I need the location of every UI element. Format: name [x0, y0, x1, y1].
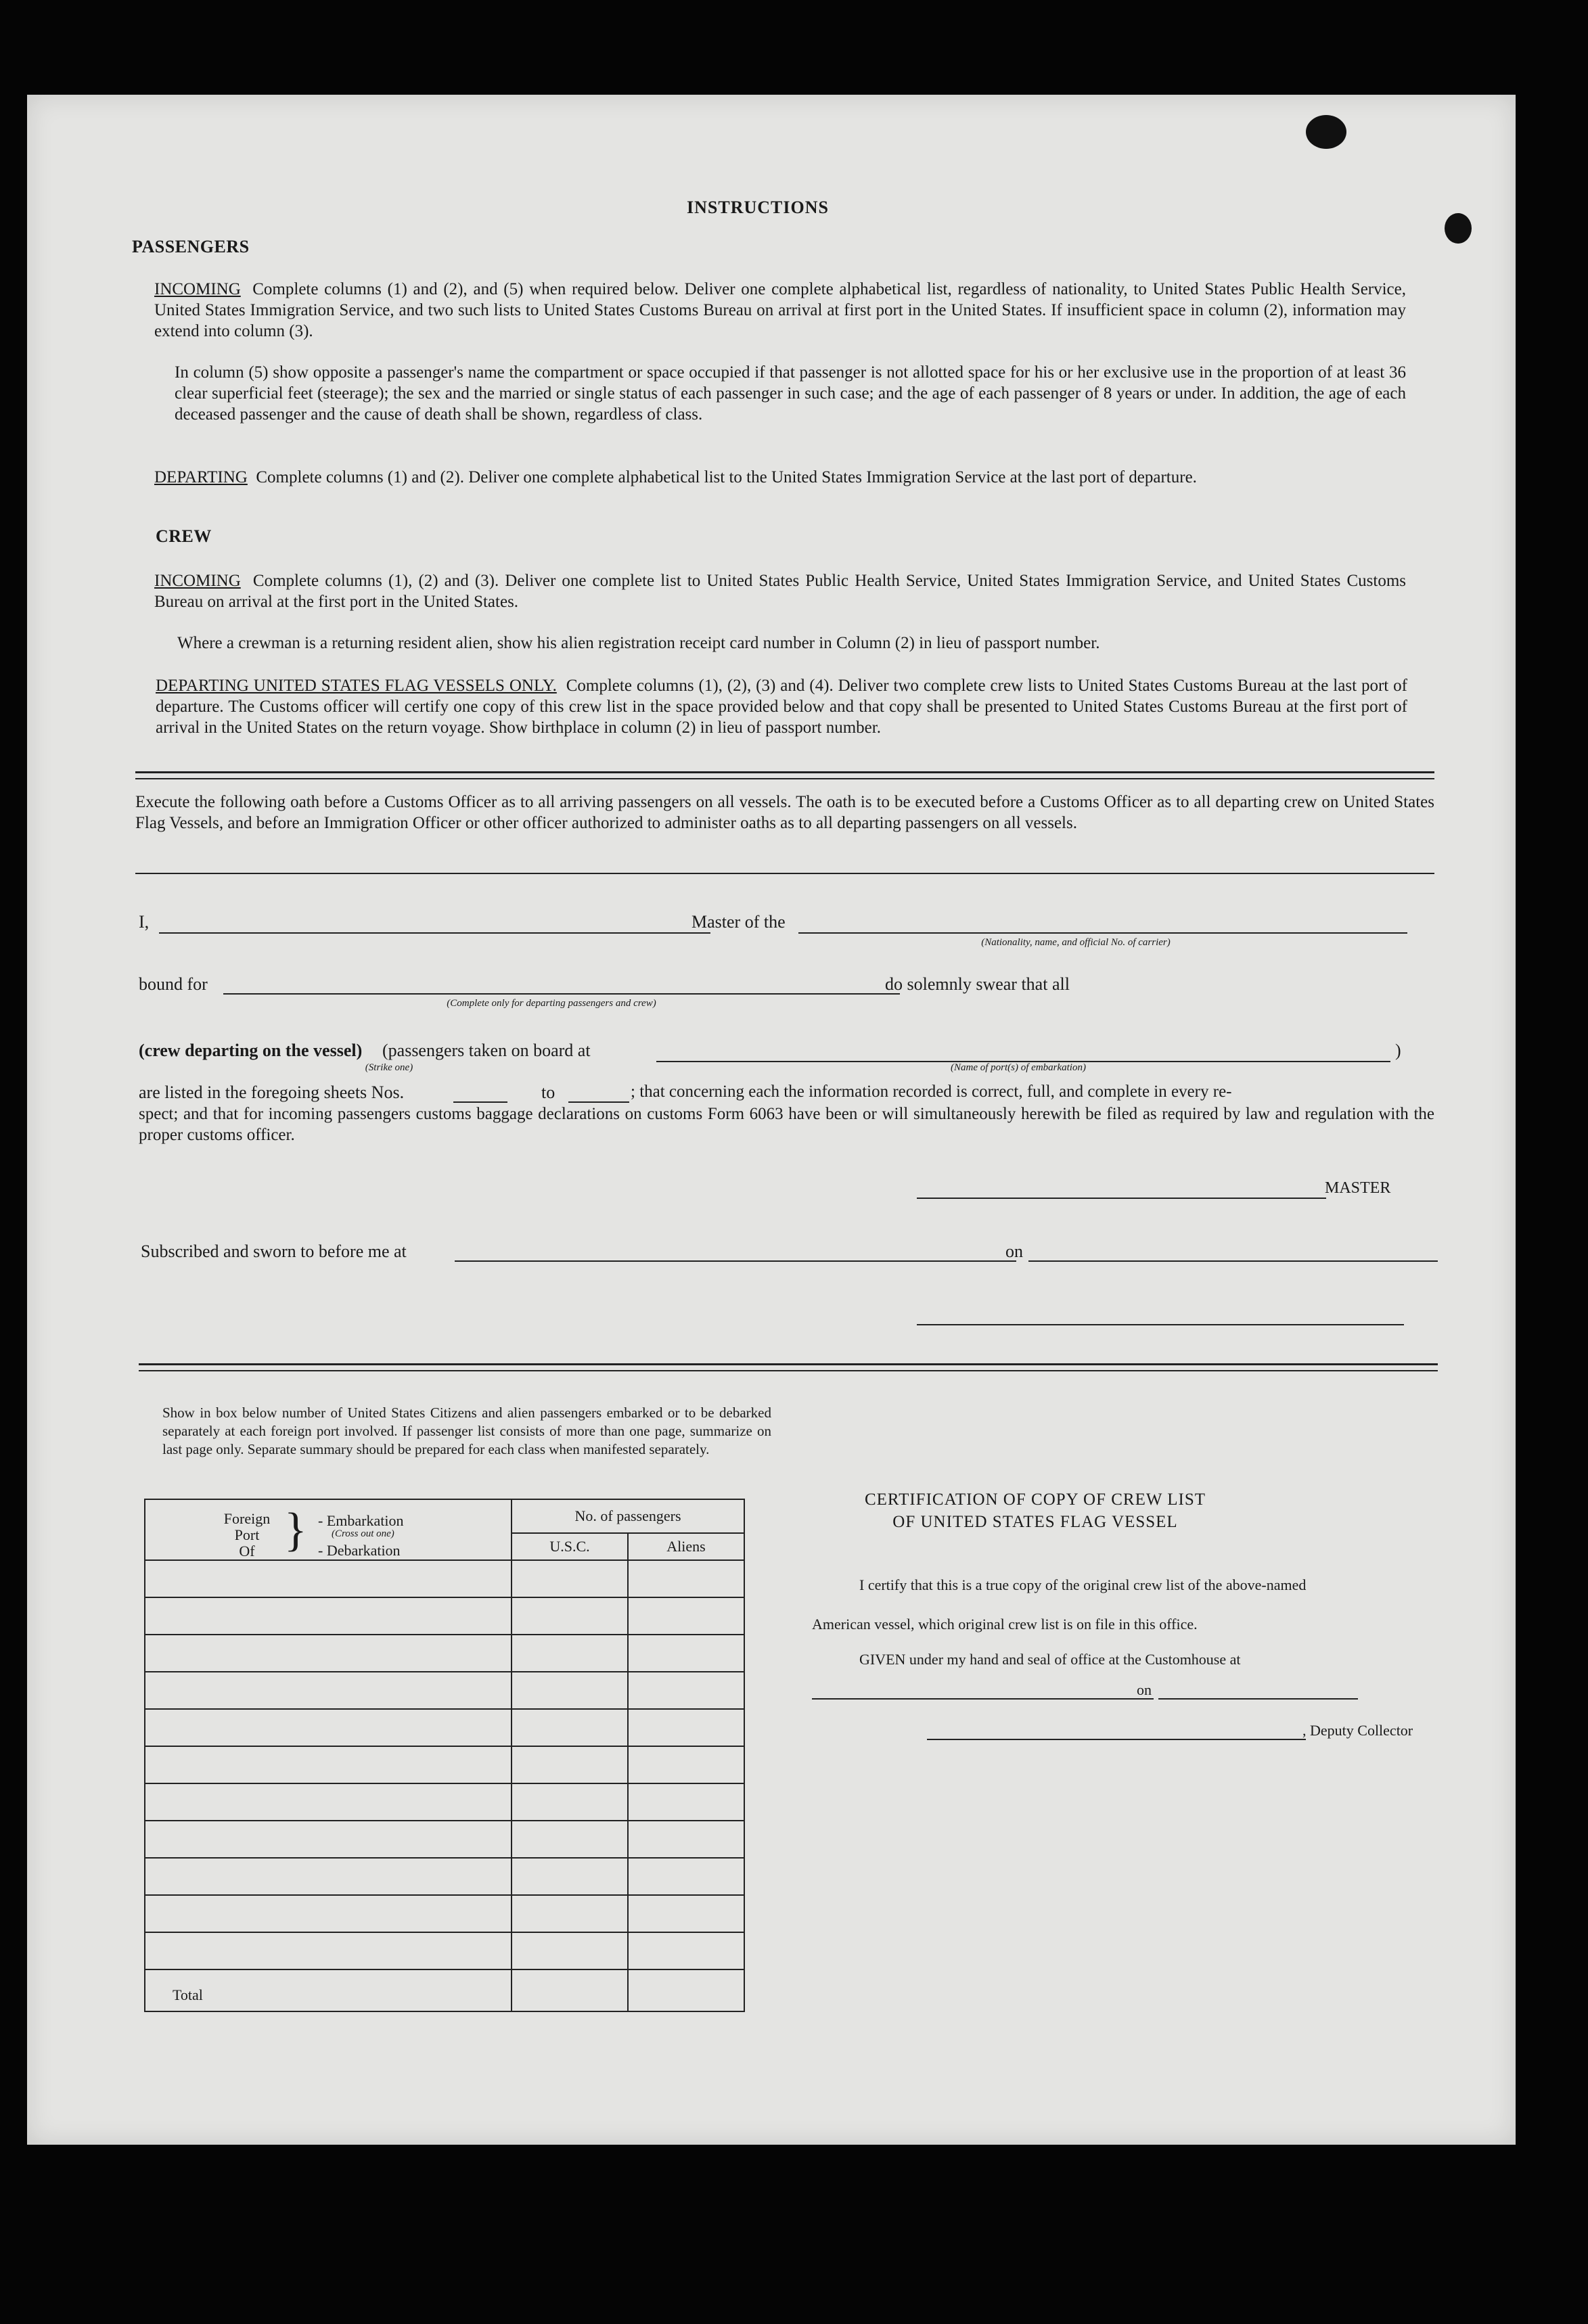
table-row [145, 1635, 744, 1672]
usc-header: U.S.C. [512, 1533, 628, 1560]
crew-incoming-text: Complete columns (1), (2) and (3). Deliver one complete list to United States Public Health Service, United States Immigration Service, and United States Customs Bureau on arrival at the first port in the United States. [154, 572, 1406, 611]
summary-instructions: Show in box below number of United States Citizens and alien passengers embarked or to be debarked separately at each foreign port involved. If passenger list consists of more than one page, summarize on last page only. Separate summary should be prepared for each class when manifested separately. [162, 1405, 771, 1457]
table-row [145, 1560, 744, 1597]
passengers-incoming-paragraph [154, 279, 1406, 342]
passengers-incoming-text: Complete columns (1) and (2), and (5) when required below. Deliver one complete alphabetical list, regardless of nationality, to United States Public Health Service, United States Immigration Service, and two such lists to United States Customs Bureau on arrival at first port in the United States. If insufficient space in column (2), information may extend into column (3). [154, 280, 1407, 340]
port-label: Port [234, 1526, 260, 1543]
ports-caption: (Name of port(s) of embarkation) [951, 1062, 1086, 1073]
passengers-departing-paragraph [154, 467, 1406, 488]
table-row [145, 1783, 744, 1821]
carrier-field[interactable] [798, 932, 1407, 934]
certification-text-2: American vessel, which original crew list is on file in this office. [812, 1616, 1198, 1633]
listed-label: are listed in the foregoing sheets Nos. [139, 1083, 405, 1102]
bound-for-field[interactable] [223, 993, 900, 995]
carrier-caption: (Nationality, name, and official No. of carrier) [981, 937, 1171, 948]
crew-departing-label: DEPARTING UNITED STATES FLAG VESSELS ONLY. [156, 677, 557, 695]
certification-on-label: on [1137, 1681, 1152, 1698]
oath-intro: Execute the following oath before a Customs Officer as to all arriving passengers on all vessels. The oath is to be executed before a Customs Officer as to all departing crew on United States Flag Vessels, and before an Immigration Officer or other officer authorized to administer oaths as to all departing passengers on all vessels. [135, 793, 1434, 832]
crew-departing-label: (crew departing on the vessel) [139, 1041, 363, 1060]
master-signature-field[interactable] [917, 1198, 1326, 1199]
no-of-passengers-header: No. of passengers [512, 1499, 744, 1533]
oath-i-label: I, [139, 912, 150, 932]
port-header-cell [145, 1499, 512, 1560]
aliens-header: Aliens [628, 1533, 744, 1560]
passengers-heading: PASSENGERS [132, 237, 250, 256]
sheet-from-field[interactable] [453, 1101, 507, 1103]
total-label: Total [145, 1969, 512, 2011]
sheet-to-field[interactable] [568, 1101, 629, 1103]
official-signature-field[interactable] [917, 1324, 1404, 1325]
of-label: Of [239, 1543, 255, 1559]
master-of-the-label: Master of the [691, 912, 786, 932]
certification-given: GIVEN under my hand and seal of office at the Customhouse at [859, 1651, 1241, 1668]
passengers-taken-label: (passengers taken on board at [382, 1041, 591, 1060]
ink-blot [1445, 213, 1472, 244]
embarkation-label: - Embarkation [318, 1512, 404, 1529]
divider [139, 1363, 1438, 1365]
crew-departing-text: Complete columns (1), (2), (3) and (4). Deliver two complete crew lists to United States Customs Bureau at the last port of departure. The Customs officer will certify one copy of this crew list in the space provided below and that copy shall be presented to United States Customs Bureau at the first port of arrival in the United States on the return voyage. Show birthplace in column (2) in lieu of passport number. [156, 677, 1407, 737]
crew-incoming-label: INCOMING [154, 572, 241, 590]
subscribed-label: Subscribed and sworn to before me at [141, 1241, 407, 1261]
crew-departing-paragraph [156, 675, 1407, 738]
strike-caption: (Strike one) [365, 1062, 413, 1073]
cross-out-caption: (Cross out one) [332, 1528, 394, 1539]
debarkation-label: - Debarkation [318, 1542, 401, 1559]
deputy-collector-label: , Deputy Collector [1302, 1722, 1413, 1739]
certification-title-2: OF UNITED STATES FLAG VESSEL [892, 1513, 1178, 1531]
table-row [145, 1858, 744, 1895]
to-label: to [541, 1083, 555, 1102]
master-name-field[interactable] [159, 932, 710, 934]
form-sheet [27, 95, 1516, 2145]
ink-blot [1306, 115, 1346, 149]
crew-heading: CREW [156, 526, 212, 546]
listed-text-2: ; that concerning each the information recorded is correct, full, and complete in every re- [631, 1083, 1232, 1101]
listed-text-3: spect; and that for incoming passengers customs baggage declarations on customs Form 6063 have been or will simultaneously herewith be filed as required by law and regulation with the proper customs officer. [139, 1105, 1434, 1144]
sworn-date-field[interactable] [1028, 1260, 1438, 1262]
table-row [145, 1895, 744, 1932]
certification-title [819, 1488, 1252, 1533]
passengers-incoming-label: INCOMING [154, 280, 241, 298]
divider [135, 873, 1434, 874]
table-row [145, 1597, 744, 1635]
passengers-departing-text: Complete columns (1) and (2). Deliver one complete alphabetical list to the United States Immigration Service at the last port of departure. [256, 468, 1197, 486]
table-row [145, 1821, 744, 1858]
swear-label: do solemnly swear that all [885, 974, 1070, 994]
crewman-paragraph: Where a crewman is a returning resident alien, show his alien registration receipt card number in Column (2) in lieu of passport number. [177, 634, 1100, 652]
divider [139, 1370, 1438, 1371]
table-row [145, 1709, 744, 1746]
passengers-departing-label: DEPARTING [154, 468, 248, 486]
sworn-place-field[interactable] [455, 1260, 1016, 1262]
table-row [145, 1746, 744, 1783]
foreign-label: Foreign [223, 1510, 271, 1527]
customhouse-field[interactable] [812, 1698, 1154, 1700]
close-paren: ) [1395, 1041, 1401, 1060]
certification-title-1: CERTIFICATION OF COPY OF CREW LIST [864, 1490, 1206, 1509]
total-row [145, 1969, 744, 2011]
table-row [145, 1932, 744, 1969]
certification-text-1: I certify that this is a true copy of the original crew list of the above-named [859, 1576, 1307, 1593]
deputy-collector-signature-field[interactable] [927, 1739, 1306, 1740]
brace-icon: } [284, 1504, 307, 1556]
column5-paragraph: In column (5) show opposite a passenger's name the compartment or space occupied if that passenger is not allotted space for his or her exclusive use in the proportion of at least 36 clear superficial feet (steerage); the sex and the married or single status of each passenger in such case; and the age of each passenger of 8 years or under. In addition, the age of each deceased passenger and the cause of death shall be shown, regardless of class. [175, 363, 1406, 424]
divider [135, 778, 1434, 779]
on-label: on [1005, 1241, 1023, 1261]
crew-incoming-paragraph [154, 570, 1406, 612]
passenger-summary-table [144, 1499, 745, 2012]
master-label: MASTER [1325, 1179, 1391, 1197]
instructions-title: INSTRUCTIONS [687, 198, 829, 217]
table-row [145, 1672, 744, 1709]
foreign-port-of [210, 1511, 284, 1559]
bound-for-label: bound for [139, 974, 208, 994]
certification-date-field[interactable] [1158, 1698, 1358, 1700]
divider [135, 771, 1434, 773]
bound-for-caption: (Complete only for departing passengers and crew) [447, 998, 656, 1009]
